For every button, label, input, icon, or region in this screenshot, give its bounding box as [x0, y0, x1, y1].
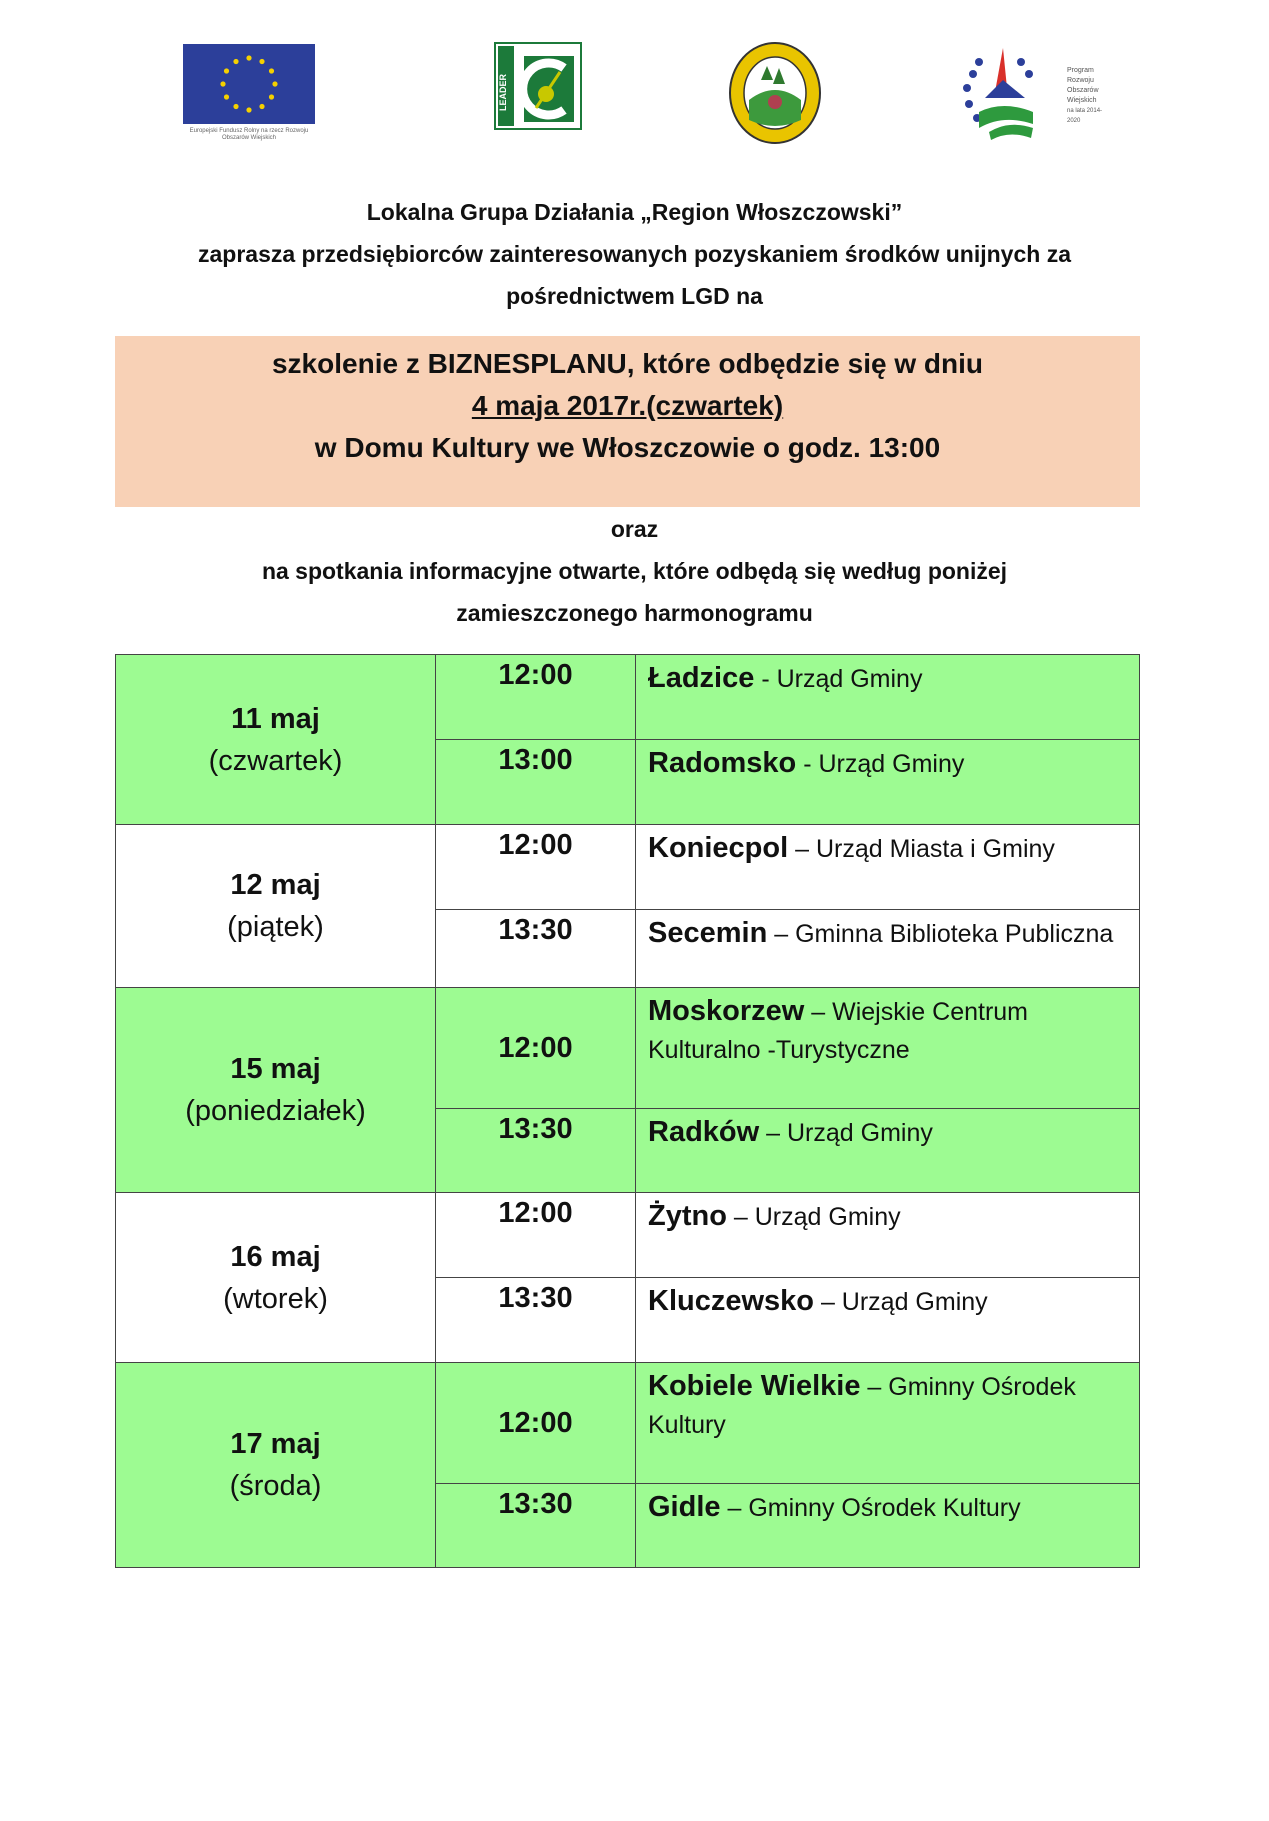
- day-weekday: (wtorek): [223, 1282, 328, 1315]
- place-name: Moskorzew: [648, 995, 805, 1027]
- banner-line-3: w Domu Kultury we Włoszczowie o godz. 13:00: [314, 432, 941, 463]
- day-weekday: (poniedziałek): [185, 1095, 366, 1127]
- day-date: 12 maj: [230, 869, 321, 901]
- banner-line-1: szkolenie z BIZNESPLANU, które odbędzie się w dniu: [271, 348, 983, 379]
- day-cell: [116, 1193, 436, 1363]
- place-cell: Kluczewsko – Urząd Gminy: [636, 1278, 1140, 1363]
- time-cell: 12:00: [436, 825, 636, 910]
- leader-logo: [494, 42, 582, 130]
- time-cell: 13:30: [436, 1109, 636, 1193]
- leader-label: LEADER: [498, 73, 508, 111]
- mid-line-2: na spotkania informacyjne otwarte, które odbędą się według poniżej: [261, 558, 1008, 584]
- eu-flag-logo: [183, 44, 315, 124]
- time-cell: 12:00: [436, 1193, 636, 1278]
- table-row: [116, 825, 1140, 910]
- day-date: 15 maj: [230, 1053, 321, 1085]
- logo-bar: [0, 40, 1269, 140]
- meetings-intro: [0, 508, 1269, 634]
- venue-name: Gminna Biblioteka Publiczna: [795, 920, 1114, 948]
- mid-line-1: oraz: [610, 516, 659, 542]
- day-cell: [116, 655, 436, 825]
- intro-line-3: pośrednictwem LGD na: [506, 283, 763, 309]
- venue-name: Urząd Gminy: [754, 1203, 901, 1231]
- day-cell: [116, 988, 436, 1193]
- place-cell: Kobiele Wielkie – Gminny Ośrodek Kultury: [636, 1363, 1140, 1484]
- table-row: [116, 655, 1140, 740]
- venue-name: Wiejskie Centrum Kulturalno -Turystyczne: [648, 998, 1028, 1064]
- place-name: Radków: [648, 1116, 760, 1148]
- place-name: Gidle: [648, 1491, 721, 1523]
- time-cell: 12:00: [436, 1363, 636, 1484]
- place-name: Żytno: [648, 1200, 727, 1232]
- place-cell: Ładzice - Urząd Gminy: [636, 655, 1140, 740]
- venue-name: Urząd Miasta i Gminy: [815, 835, 1055, 863]
- place-cell: Gidle – Gminny Ośrodek Kultury: [636, 1484, 1140, 1568]
- venue-name: Urząd Gminy: [841, 1288, 988, 1316]
- prow-caption: Program Rozwoju Obszarów Wiejskich na lata 2014-2020: [1067, 67, 1103, 124]
- lgd-emblem-icon: [727, 40, 823, 146]
- place-cell: Moskorzew – Wiejskie Centrum Kulturalno -Turystyczne: [636, 988, 1140, 1109]
- place-name: Koniecpol: [648, 832, 789, 864]
- eu-stars-icon: [183, 44, 315, 124]
- day-weekday: (czwartek): [208, 744, 343, 777]
- intro-text: [0, 191, 1269, 317]
- time-cell: 13:30: [436, 910, 636, 988]
- place-cell: Koniecpol – Urząd Miasta i Gminy: [636, 825, 1140, 910]
- time-cell: 13:30: [436, 1484, 636, 1568]
- time-cell: 13:00: [436, 740, 636, 825]
- day-cell: [116, 825, 436, 988]
- venue-name: Urząd Gminy: [786, 1119, 933, 1147]
- place-name: Ładzice: [648, 662, 755, 694]
- time-cell: 13:30: [436, 1278, 636, 1363]
- training-banner: [115, 336, 1140, 507]
- intro-line-2: zaprasza przedsiębiorców zainteresowanych pozyskaniem środków unijnych za: [198, 241, 1071, 267]
- eu-caption: Europejski Fundusz Rolny na rzecz Rozwoju Obszarów Wiejskich: [189, 128, 309, 141]
- place-cell: Secemin – Gminna Biblioteka Publiczna: [636, 910, 1140, 988]
- banner-date-text: 4 maja 2017r.(czwartek): [471, 390, 784, 421]
- day-date: 17 maj: [230, 1428, 321, 1460]
- place-name: Radomsko: [648, 747, 797, 779]
- day-cell: [116, 1363, 436, 1568]
- day-date: 11 maj: [231, 702, 320, 735]
- intro-line-1: Lokalna Grupa Działania „Region Włoszczowski”: [366, 199, 903, 225]
- day-date: 16 maj: [230, 1240, 321, 1273]
- venue-name: Gminny Ośrodek Kultury: [648, 1373, 1076, 1439]
- mid-line-3: zamieszczonego harmonogramu: [456, 600, 813, 626]
- venue-name: Gminny Ośrodek Kultury: [748, 1494, 1021, 1522]
- time-cell: 12:00: [436, 988, 636, 1109]
- place-name: Kobiele Wielkie: [648, 1370, 861, 1402]
- venue-name: Urząd Gminy: [818, 750, 965, 778]
- day-weekday: (środa): [229, 1470, 322, 1502]
- lgd-region-logo: [727, 40, 823, 146]
- table-row: [116, 988, 1140, 1109]
- schedule-table: [115, 654, 1140, 1568]
- place-name: Secemin: [648, 917, 768, 949]
- prow-emblem-icon: [955, 40, 1045, 146]
- time-cell: 12:00: [436, 655, 636, 740]
- day-weekday: (piątek): [227, 911, 324, 943]
- banner-date: [115, 385, 1140, 427]
- venue-name: Urząd Gminy: [776, 665, 923, 693]
- place-cell: Radków – Urząd Gminy: [636, 1109, 1140, 1193]
- place-name: Kluczewsko: [648, 1285, 814, 1317]
- place-cell: Radomsko - Urząd Gminy: [636, 740, 1140, 825]
- prow-logo: [955, 40, 1115, 146]
- table-row: [116, 1363, 1140, 1484]
- table-row: [116, 1193, 1140, 1278]
- place-cell: Żytno – Urząd Gminy: [636, 1193, 1140, 1278]
